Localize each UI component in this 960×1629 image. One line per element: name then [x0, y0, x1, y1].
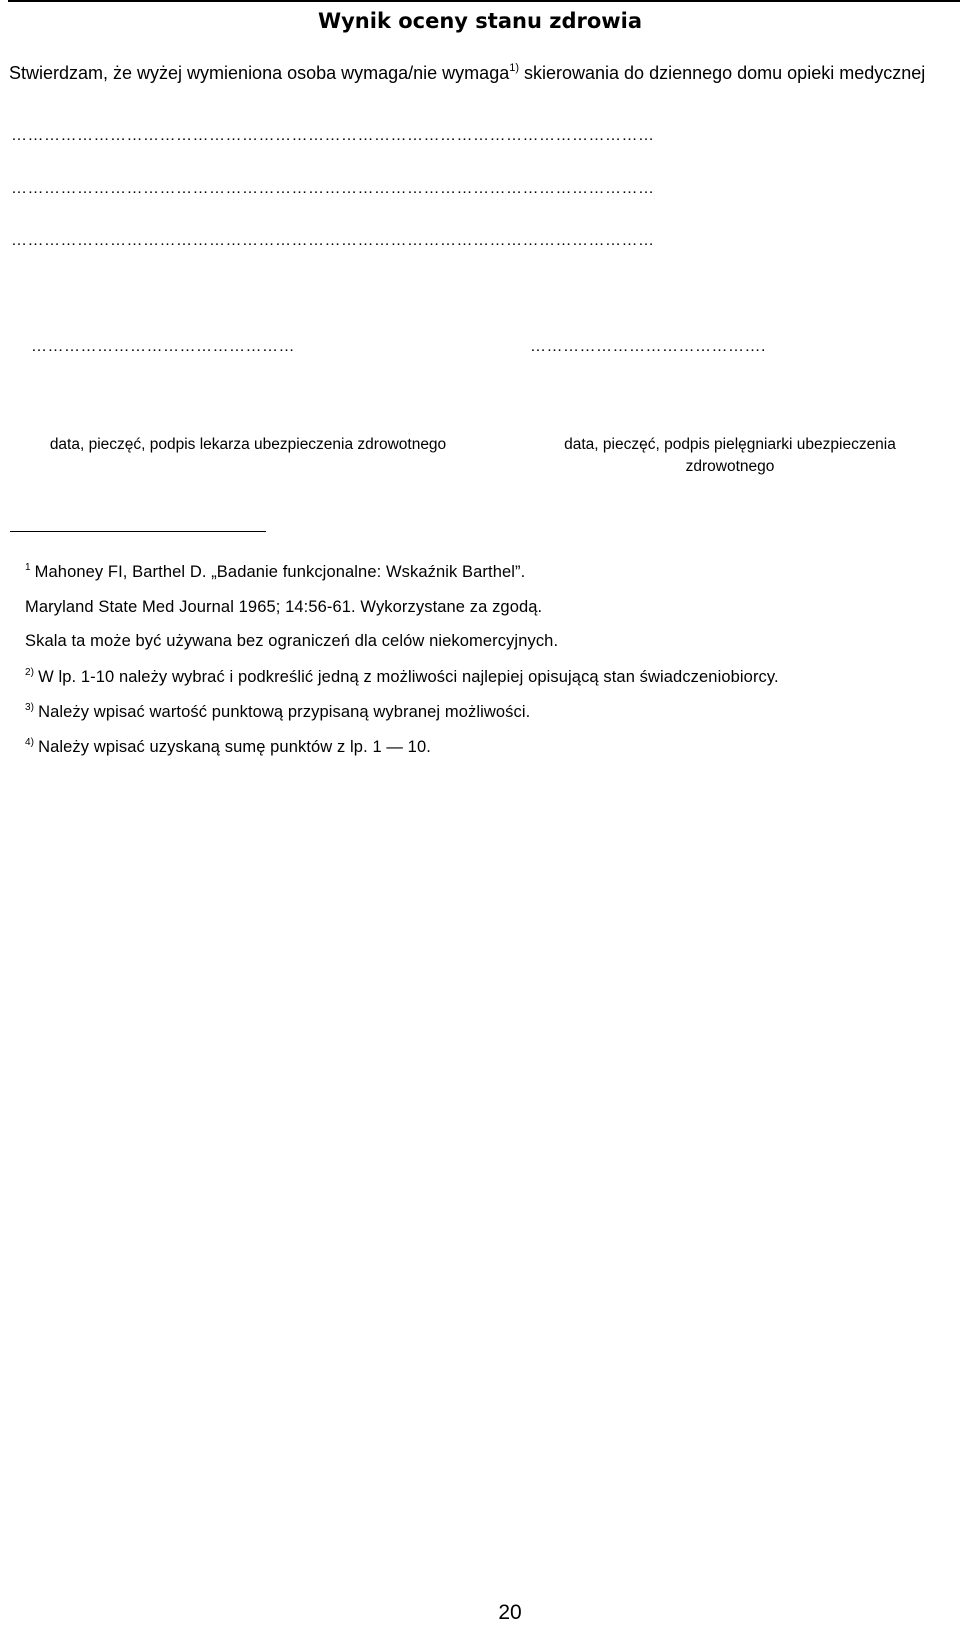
- footnote-3-marker: 3): [25, 702, 35, 713]
- nurse-signature-line: …………………………………….: [530, 338, 766, 355]
- dotted-fill-line-2: ………………………………………………………………………………………………………: [11, 180, 655, 197]
- page-number: 20: [498, 1601, 522, 1624]
- dotted-fill-line-3: ………………………………………………………………………………………………………: [11, 232, 655, 249]
- footnote-2-text: W lp. 1-10 należy wybrać i podkreślić jedną z możliwości najlepiej opisującą stan świadczeniobiorcy.: [38, 668, 779, 686]
- footnote-3: [25, 701, 530, 723]
- doctor-signature-line: …………………………………………: [31, 338, 295, 355]
- footnote-1-line-2: Maryland State Med Journal 1965; 14:56-61. Wykorzystane za zgodą.: [25, 598, 543, 616]
- document-title: Wynik oceny stanu zdrowia: [317, 9, 643, 33]
- nurse-signature-caption: data, pieczęć, podpis pielęgniarki ubezpieczenia zdrowotnego: [564, 436, 896, 475]
- footnote-4-marker: 4): [25, 737, 35, 748]
- footnote-4: [25, 736, 431, 758]
- footnote-1-line-3: Skala ta może być używana bez ograniczeń dla celów niekomercyjnych.: [25, 632, 559, 650]
- top-border-line: [8, 0, 960, 2]
- footnote-4-text: Należy wpisać uzyskaną sumę punktów z lp. 1 — 10.: [38, 738, 431, 756]
- statement-footnote-marker: 1): [509, 62, 519, 74]
- footnote-3-text: Należy wpisać wartość punktową przypisaną wybranej możliwości.: [38, 703, 531, 721]
- doctor-signature-caption: data, pieczęć, podpis lekarza ubezpieczenia zdrowotnego: [49, 436, 447, 453]
- footnote-separator: [10, 531, 266, 532]
- assessment-statement: [9, 60, 949, 86]
- footnote-1-text: Mahoney FI, Barthel D. „Badanie funkcjonalne: Wskaźnik Barthel”.: [34, 563, 526, 581]
- footnote-1-line-1: [25, 561, 525, 583]
- statement-text-start: Stwierdzam, że wyżej wymieniona osoba wymaga/nie wymaga: [9, 63, 510, 83]
- footnote-2: [25, 666, 779, 688]
- statement-text-end: skierowania do dziennego domu opieki medycznej: [519, 63, 926, 83]
- dotted-fill-line-1: ………………………………………………………………………………………………………: [11, 127, 655, 144]
- footnote-1-marker: 1: [25, 562, 31, 573]
- footnote-2-marker: 2): [25, 667, 35, 678]
